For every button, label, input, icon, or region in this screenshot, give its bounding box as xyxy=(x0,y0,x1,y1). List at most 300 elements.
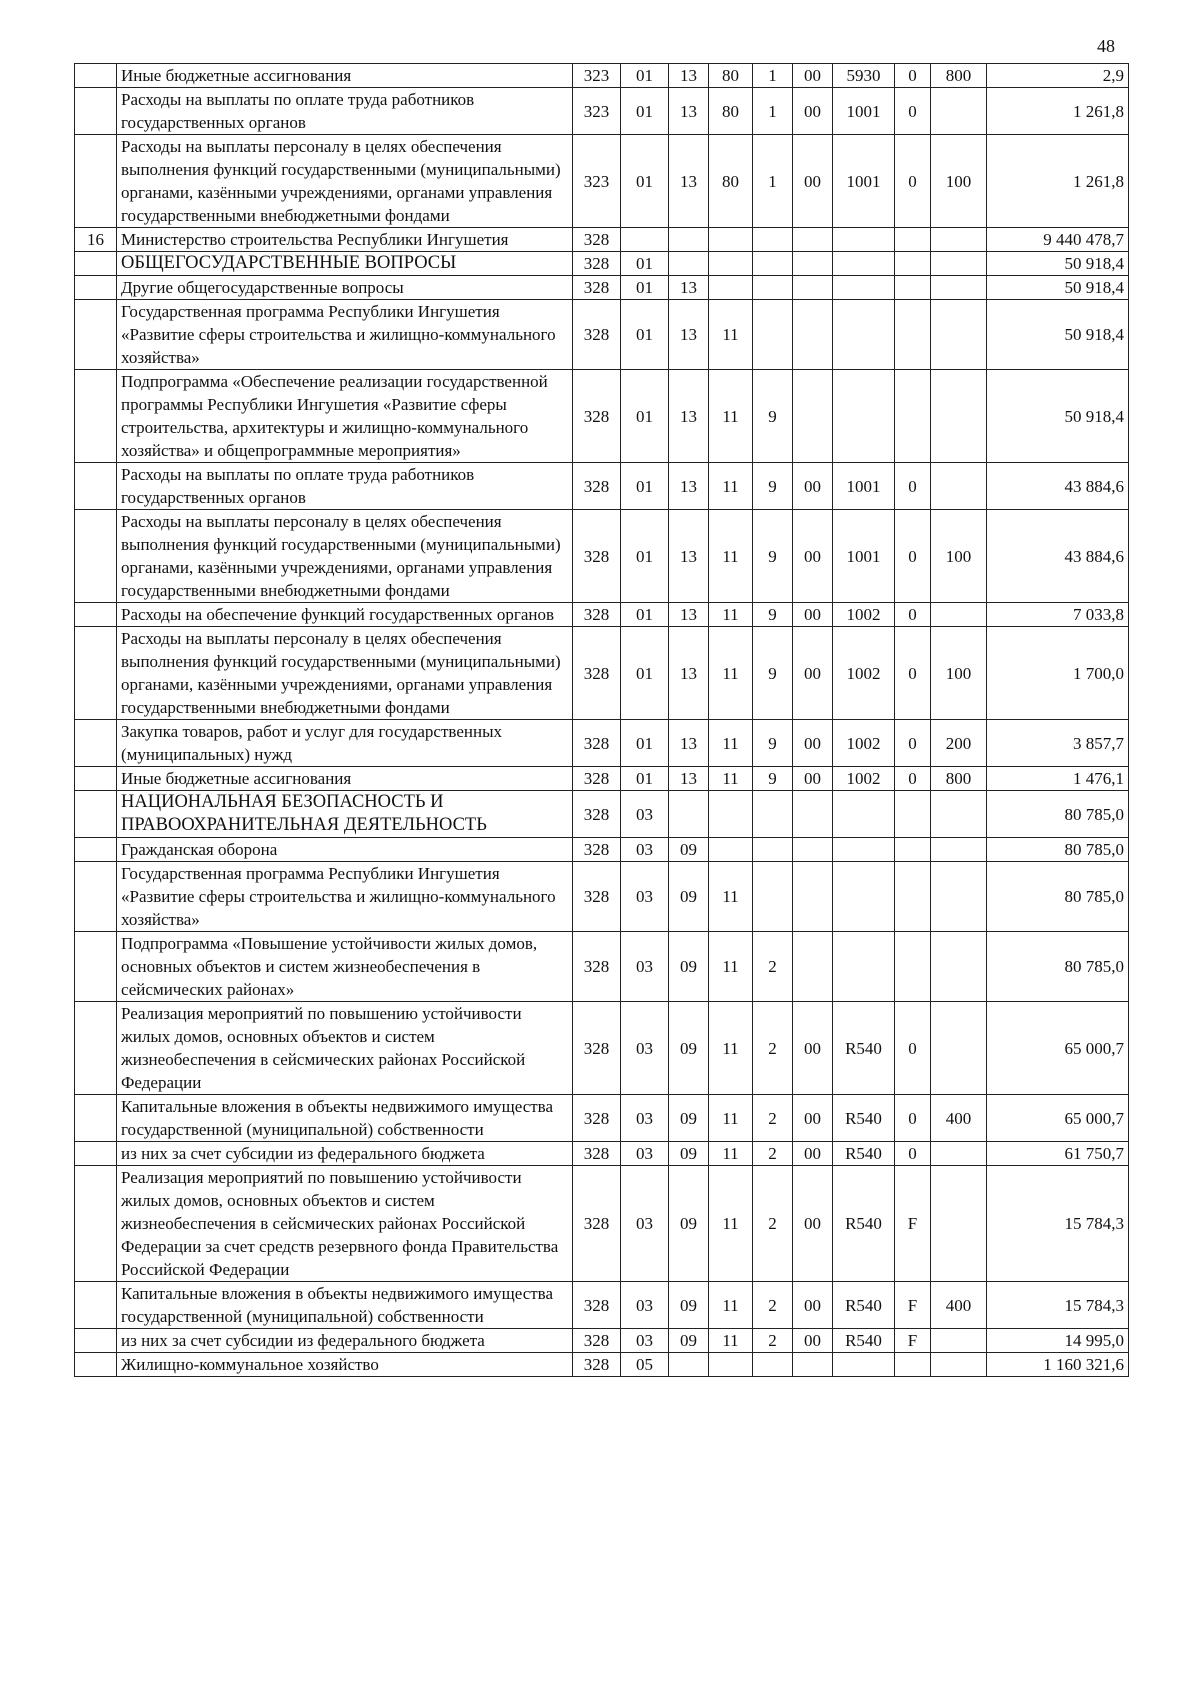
direction-code-cell xyxy=(833,862,895,932)
subsection-code-cell: 13 xyxy=(669,603,709,627)
row-number-cell: 16 xyxy=(75,228,117,252)
grbs-code-cell: 328 xyxy=(573,791,621,838)
subprogram-code-cell: 9 xyxy=(753,370,793,463)
expense-type-cell: 100 xyxy=(931,627,987,720)
amount-cell: 43 884,6 xyxy=(987,510,1129,603)
subprogram-code-cell: 9 xyxy=(753,767,793,791)
program-code-cell: 80 xyxy=(709,64,753,88)
direction-code-cell: 1001 xyxy=(833,88,895,135)
program-code-cell: 11 xyxy=(709,932,753,1002)
table-row xyxy=(75,1166,1129,1282)
section-code-cell: 01 xyxy=(621,88,669,135)
table-row xyxy=(75,838,1129,862)
subprogram-code-cell: 1 xyxy=(753,135,793,228)
program-code-cell: 11 xyxy=(709,510,753,603)
event-code-cell: 00 xyxy=(793,1142,833,1166)
amount-cell: 43 884,6 xyxy=(987,463,1129,510)
program-code-cell: 11 xyxy=(709,1282,753,1329)
section-code-cell: 03 xyxy=(621,1282,669,1329)
subprogram-code-cell xyxy=(753,838,793,862)
grbs-code-cell: 328 xyxy=(573,228,621,252)
target-code-cell: 0 xyxy=(895,510,931,603)
event-code-cell: 00 xyxy=(793,64,833,88)
target-code-cell: 0 xyxy=(895,1142,931,1166)
expense-type-cell xyxy=(931,1002,987,1095)
amount-cell: 1 261,8 xyxy=(987,135,1129,228)
direction-code-cell: 5930 xyxy=(833,64,895,88)
amount-cell: 80 785,0 xyxy=(987,838,1129,862)
amount-cell: 1 160 321,6 xyxy=(987,1353,1129,1377)
target-code-cell: 0 xyxy=(895,135,931,228)
subprogram-code-cell xyxy=(753,300,793,370)
section-code-cell: 01 xyxy=(621,767,669,791)
target-code-cell: 0 xyxy=(895,767,931,791)
subsection-code-cell xyxy=(669,252,709,276)
subsection-code-cell: 09 xyxy=(669,932,709,1002)
item-name-cell: Расходы на обеспечение функций государственных органов xyxy=(117,603,573,627)
target-code-cell xyxy=(895,838,931,862)
event-code-cell: 00 xyxy=(793,1002,833,1095)
event-code-cell: 00 xyxy=(793,510,833,603)
table-body xyxy=(75,64,1129,1377)
target-code-cell xyxy=(895,791,931,838)
row-number-cell xyxy=(75,463,117,510)
target-code-cell: F xyxy=(895,1282,931,1329)
grbs-code-cell: 328 xyxy=(573,932,621,1002)
row-number-cell xyxy=(75,88,117,135)
item-name-cell: ОБЩЕГОСУДАРСТВЕННЫЕ ВОПРОСЫ xyxy=(117,252,573,276)
table-row xyxy=(75,862,1129,932)
target-code-cell: 0 xyxy=(895,1095,931,1142)
table-row xyxy=(75,510,1129,603)
row-number-cell xyxy=(75,276,117,300)
table-row xyxy=(75,88,1129,135)
subprogram-code-cell xyxy=(753,252,793,276)
subsection-code-cell: 13 xyxy=(669,463,709,510)
section-code-cell: 03 xyxy=(621,1166,669,1282)
grbs-code-cell: 328 xyxy=(573,1142,621,1166)
subsection-code-cell: 09 xyxy=(669,1142,709,1166)
table-row xyxy=(75,627,1129,720)
grbs-code-cell: 328 xyxy=(573,276,621,300)
direction-code-cell xyxy=(833,300,895,370)
amount-cell: 9 440 478,7 xyxy=(987,228,1129,252)
event-code-cell xyxy=(793,370,833,463)
target-code-cell xyxy=(895,276,931,300)
program-code-cell: 11 xyxy=(709,300,753,370)
table-row xyxy=(75,252,1129,276)
subsection-code-cell: 13 xyxy=(669,370,709,463)
item-name-cell: Подпрограмма «Обеспечение реализации государственной программы Республики Ингушетия «Развитие сферы строительства, архитектуры и жилищно-коммунального хозяйства» и общепрограммные мероприятия» xyxy=(117,370,573,463)
row-number-cell xyxy=(75,603,117,627)
direction-code-cell xyxy=(833,370,895,463)
subprogram-code-cell: 2 xyxy=(753,1282,793,1329)
grbs-code-cell: 323 xyxy=(573,135,621,228)
section-code-cell: 01 xyxy=(621,510,669,603)
event-code-cell: 00 xyxy=(793,1329,833,1353)
subsection-code-cell: 09 xyxy=(669,1166,709,1282)
item-name-cell: Расходы на выплаты по оплате труда работников государственных органов xyxy=(117,463,573,510)
section-code-cell: 01 xyxy=(621,64,669,88)
program-code-cell: 11 xyxy=(709,603,753,627)
target-code-cell xyxy=(895,932,931,1002)
row-number-cell xyxy=(75,64,117,88)
direction-code-cell: R540 xyxy=(833,1166,895,1282)
subprogram-code-cell: 2 xyxy=(753,1329,793,1353)
expense-type-cell xyxy=(931,370,987,463)
row-number-cell xyxy=(75,767,117,791)
row-number-cell xyxy=(75,1095,117,1142)
target-code-cell xyxy=(895,228,931,252)
section-code-cell: 03 xyxy=(621,1002,669,1095)
amount-cell: 80 785,0 xyxy=(987,791,1129,838)
event-code-cell: 00 xyxy=(793,1095,833,1142)
table-row xyxy=(75,767,1129,791)
table-row xyxy=(75,1002,1129,1095)
subsection-code-cell: 13 xyxy=(669,135,709,228)
subprogram-code-cell xyxy=(753,862,793,932)
amount-cell: 15 784,3 xyxy=(987,1282,1129,1329)
grbs-code-cell: 328 xyxy=(573,1166,621,1282)
event-code-cell: 00 xyxy=(793,88,833,135)
event-code-cell: 00 xyxy=(793,135,833,228)
target-code-cell: 0 xyxy=(895,720,931,767)
table-row xyxy=(75,720,1129,767)
event-code-cell xyxy=(793,791,833,838)
subprogram-code-cell xyxy=(753,791,793,838)
row-number-cell xyxy=(75,252,117,276)
item-name-cell: Расходы на выплаты персоналу в целях обеспечения выполнения функций государственными (муниципальными) органами, казёнными учреждениями, органами управления государственными внебюджетными фондами xyxy=(117,510,573,603)
direction-code-cell: 1002 xyxy=(833,627,895,720)
amount-cell: 1 261,8 xyxy=(987,88,1129,135)
amount-cell: 14 995,0 xyxy=(987,1329,1129,1353)
subsection-code-cell xyxy=(669,1353,709,1377)
expense-type-cell xyxy=(931,862,987,932)
expense-type-cell: 100 xyxy=(931,135,987,228)
grbs-code-cell: 328 xyxy=(573,838,621,862)
amount-cell: 1 476,1 xyxy=(987,767,1129,791)
event-code-cell xyxy=(793,300,833,370)
program-code-cell xyxy=(709,228,753,252)
section-code-cell: 03 xyxy=(621,791,669,838)
program-code-cell: 11 xyxy=(709,1329,753,1353)
grbs-code-cell: 323 xyxy=(573,88,621,135)
item-name-cell: Реализация мероприятий по повышению устойчивости жилых домов, основных объектов и систем жизнеобеспечения в сейсмических районах Российской Федерации xyxy=(117,1002,573,1095)
amount-cell: 3 857,7 xyxy=(987,720,1129,767)
section-code-cell: 03 xyxy=(621,1142,669,1166)
table-row xyxy=(75,791,1129,838)
direction-code-cell xyxy=(833,838,895,862)
row-number-cell xyxy=(75,720,117,767)
expense-type-cell xyxy=(931,300,987,370)
event-code-cell: 00 xyxy=(793,1166,833,1282)
item-name-cell: Министерство строительства Республики Ингушетия xyxy=(117,228,573,252)
grbs-code-cell: 328 xyxy=(573,627,621,720)
section-code-cell: 01 xyxy=(621,276,669,300)
item-name-cell: Капитальные вложения в объекты недвижимого имущества государственной (муниципальной) собственности xyxy=(117,1282,573,1329)
target-code-cell: 0 xyxy=(895,1002,931,1095)
table-row xyxy=(75,1142,1129,1166)
expense-type-cell xyxy=(931,252,987,276)
row-number-cell xyxy=(75,1329,117,1353)
item-name-cell: Гражданская оборона xyxy=(117,838,573,862)
row-number-cell xyxy=(75,1002,117,1095)
direction-code-cell xyxy=(833,228,895,252)
section-code-cell: 03 xyxy=(621,932,669,1002)
table-row xyxy=(75,300,1129,370)
subsection-code-cell: 13 xyxy=(669,627,709,720)
amount-cell: 15 784,3 xyxy=(987,1166,1129,1282)
program-code-cell: 11 xyxy=(709,720,753,767)
amount-cell: 50 918,4 xyxy=(987,370,1129,463)
section-code-cell: 03 xyxy=(621,838,669,862)
subsection-code-cell xyxy=(669,791,709,838)
direction-code-cell xyxy=(833,252,895,276)
subprogram-code-cell: 2 xyxy=(753,932,793,1002)
expense-type-cell: 400 xyxy=(931,1095,987,1142)
target-code-cell: 0 xyxy=(895,463,931,510)
grbs-code-cell: 328 xyxy=(573,603,621,627)
item-name-cell: Закупка товаров, работ и услуг для государственных (муниципальных) нужд xyxy=(117,720,573,767)
amount-cell: 2,9 xyxy=(987,64,1129,88)
expense-type-cell xyxy=(931,1353,987,1377)
direction-code-cell xyxy=(833,1353,895,1377)
expense-type-cell: 800 xyxy=(931,767,987,791)
row-number-cell xyxy=(75,627,117,720)
event-code-cell: 00 xyxy=(793,720,833,767)
amount-cell: 61 750,7 xyxy=(987,1142,1129,1166)
grbs-code-cell: 328 xyxy=(573,1095,621,1142)
table-row xyxy=(75,276,1129,300)
section-code-cell: 03 xyxy=(621,862,669,932)
direction-code-cell: 1002 xyxy=(833,767,895,791)
subprogram-code-cell: 9 xyxy=(753,463,793,510)
section-code-cell: 01 xyxy=(621,463,669,510)
program-code-cell: 11 xyxy=(709,1142,753,1166)
row-number-cell xyxy=(75,1353,117,1377)
direction-code-cell: 1002 xyxy=(833,720,895,767)
section-code-cell: 01 xyxy=(621,603,669,627)
subprogram-code-cell xyxy=(753,1353,793,1377)
row-number-cell xyxy=(75,862,117,932)
item-name-cell: Иные бюджетные ассигнования xyxy=(117,767,573,791)
subsection-code-cell: 09 xyxy=(669,1282,709,1329)
row-number-cell xyxy=(75,510,117,603)
row-number-cell xyxy=(75,1142,117,1166)
item-name-cell: НАЦИОНАЛЬНАЯ БЕЗОПАСНОСТЬ И ПРАВООХРАНИТЕЛЬНАЯ ДЕЯТЕЛЬНОСТЬ xyxy=(117,791,573,838)
expense-type-cell: 800 xyxy=(931,64,987,88)
subprogram-code-cell: 9 xyxy=(753,627,793,720)
item-name-cell: Другие общегосударственные вопросы xyxy=(117,276,573,300)
expense-type-cell xyxy=(931,603,987,627)
subsection-code-cell: 09 xyxy=(669,1095,709,1142)
grbs-code-cell: 328 xyxy=(573,1353,621,1377)
section-code-cell: 01 xyxy=(621,252,669,276)
event-code-cell xyxy=(793,252,833,276)
subsection-code-cell: 09 xyxy=(669,1329,709,1353)
subprogram-code-cell: 2 xyxy=(753,1095,793,1142)
grbs-code-cell: 328 xyxy=(573,1282,621,1329)
target-code-cell: 0 xyxy=(895,88,931,135)
expense-type-cell xyxy=(931,1166,987,1282)
item-name-cell: из них за счет субсидии из федерального бюджета xyxy=(117,1142,573,1166)
grbs-code-cell: 328 xyxy=(573,862,621,932)
subprogram-code-cell: 1 xyxy=(753,64,793,88)
program-code-cell xyxy=(709,791,753,838)
table-row xyxy=(75,1282,1129,1329)
event-code-cell: 00 xyxy=(793,767,833,791)
amount-cell: 50 918,4 xyxy=(987,276,1129,300)
expense-type-cell: 400 xyxy=(931,1282,987,1329)
item-name-cell: из них за счет субсидии из федерального бюджета xyxy=(117,1329,573,1353)
subsection-code-cell: 09 xyxy=(669,862,709,932)
item-name-cell: Капитальные вложения в объекты недвижимого имущества государственной (муниципальной) собственности xyxy=(117,1095,573,1142)
section-code-cell: 05 xyxy=(621,1353,669,1377)
program-code-cell: 11 xyxy=(709,1002,753,1095)
subprogram-code-cell xyxy=(753,228,793,252)
expense-type-cell xyxy=(931,228,987,252)
table-row xyxy=(75,932,1129,1002)
direction-code-cell xyxy=(833,276,895,300)
subsection-code-cell: 09 xyxy=(669,1002,709,1095)
item-name-cell: Реализация мероприятий по повышению устойчивости жилых домов, основных объектов и систем жизнеобеспечения в сейсмических районах Российской Федерации за счет средств резервного фонда Правительства Российской Федерации xyxy=(117,1166,573,1282)
target-code-cell: 0 xyxy=(895,627,931,720)
subsection-code-cell: 13 xyxy=(669,88,709,135)
table-row xyxy=(75,603,1129,627)
program-code-cell: 80 xyxy=(709,88,753,135)
row-number-cell xyxy=(75,370,117,463)
item-name-cell: Подпрограмма «Повышение устойчивости жилых домов, основных объектов и систем жизнеобеспечения в сейсмических районах» xyxy=(117,932,573,1002)
grbs-code-cell: 328 xyxy=(573,1329,621,1353)
subprogram-code-cell: 2 xyxy=(753,1166,793,1282)
amount-cell: 65 000,7 xyxy=(987,1095,1129,1142)
direction-code-cell: 1001 xyxy=(833,510,895,603)
section-code-cell: 01 xyxy=(621,300,669,370)
item-name-cell: Расходы на выплаты персоналу в целях обеспечения выполнения функций государственными (муниципальными) органами, казёнными учреждениями, органами управления государственными внебюджетными фондами xyxy=(117,627,573,720)
direction-code-cell: R540 xyxy=(833,1282,895,1329)
item-name-cell: Жилищно-коммунальное хозяйство xyxy=(117,1353,573,1377)
direction-code-cell: 1001 xyxy=(833,135,895,228)
direction-code-cell: 1002 xyxy=(833,603,895,627)
amount-cell: 80 785,0 xyxy=(987,862,1129,932)
expense-type-cell xyxy=(931,791,987,838)
subsection-code-cell: 13 xyxy=(669,276,709,300)
table-row xyxy=(75,370,1129,463)
event-code-cell: 00 xyxy=(793,463,833,510)
amount-cell: 50 918,4 xyxy=(987,300,1129,370)
target-code-cell: F xyxy=(895,1166,931,1282)
amount-cell: 1 700,0 xyxy=(987,627,1129,720)
subprogram-code-cell: 9 xyxy=(753,510,793,603)
event-code-cell: 00 xyxy=(793,603,833,627)
table-row xyxy=(75,228,1129,252)
event-code-cell xyxy=(793,228,833,252)
amount-cell: 7 033,8 xyxy=(987,603,1129,627)
grbs-code-cell: 328 xyxy=(573,300,621,370)
row-number-cell xyxy=(75,300,117,370)
expense-type-cell xyxy=(931,838,987,862)
grbs-code-cell: 328 xyxy=(573,463,621,510)
program-code-cell: 11 xyxy=(709,627,753,720)
direction-code-cell: R540 xyxy=(833,1329,895,1353)
budget-table xyxy=(74,63,1129,1377)
subsection-code-cell: 13 xyxy=(669,510,709,603)
program-code-cell: 80 xyxy=(709,135,753,228)
expense-type-cell xyxy=(931,463,987,510)
expense-type-cell xyxy=(931,1329,987,1353)
grbs-code-cell: 328 xyxy=(573,370,621,463)
section-code-cell: 01 xyxy=(621,720,669,767)
table-row xyxy=(75,463,1129,510)
grbs-code-cell: 328 xyxy=(573,510,621,603)
program-code-cell xyxy=(709,1353,753,1377)
target-code-cell xyxy=(895,370,931,463)
subsection-code-cell: 13 xyxy=(669,300,709,370)
event-code-cell: 00 xyxy=(793,627,833,720)
item-name-cell: Расходы на выплаты по оплате труда работников государственных органов xyxy=(117,88,573,135)
program-code-cell: 11 xyxy=(709,1095,753,1142)
expense-type-cell xyxy=(931,276,987,300)
event-code-cell xyxy=(793,932,833,1002)
direction-code-cell xyxy=(833,932,895,1002)
section-code-cell: 03 xyxy=(621,1095,669,1142)
row-number-cell xyxy=(75,1166,117,1282)
program-code-cell xyxy=(709,838,753,862)
subprogram-code-cell: 9 xyxy=(753,720,793,767)
direction-code-cell: 1001 xyxy=(833,463,895,510)
section-code-cell: 03 xyxy=(621,1329,669,1353)
expense-type-cell: 100 xyxy=(931,510,987,603)
program-code-cell: 11 xyxy=(709,862,753,932)
direction-code-cell: R540 xyxy=(833,1095,895,1142)
section-code-cell xyxy=(621,228,669,252)
target-code-cell xyxy=(895,1353,931,1377)
amount-cell: 80 785,0 xyxy=(987,932,1129,1002)
table-row xyxy=(75,1329,1129,1353)
subsection-code-cell: 09 xyxy=(669,838,709,862)
program-code-cell xyxy=(709,276,753,300)
subsection-code-cell xyxy=(669,228,709,252)
subprogram-code-cell: 9 xyxy=(753,603,793,627)
row-number-cell xyxy=(75,932,117,1002)
event-code-cell xyxy=(793,276,833,300)
grbs-code-cell: 323 xyxy=(573,64,621,88)
page-number: 48 xyxy=(1097,36,1115,56)
row-number-cell xyxy=(75,135,117,228)
section-code-cell: 01 xyxy=(621,370,669,463)
target-code-cell xyxy=(895,862,931,932)
table-row xyxy=(75,1095,1129,1142)
item-name-cell: Иные бюджетные ассигнования xyxy=(117,64,573,88)
subprogram-code-cell xyxy=(753,276,793,300)
expense-type-cell xyxy=(931,932,987,1002)
program-code-cell: 11 xyxy=(709,463,753,510)
section-code-cell: 01 xyxy=(621,627,669,720)
row-number-cell xyxy=(75,791,117,838)
event-code-cell xyxy=(793,1353,833,1377)
event-code-cell xyxy=(793,838,833,862)
direction-code-cell: R540 xyxy=(833,1002,895,1095)
row-number-cell xyxy=(75,1282,117,1329)
table-row xyxy=(75,1353,1129,1377)
program-code-cell: 11 xyxy=(709,767,753,791)
table-row xyxy=(75,135,1129,228)
table-row xyxy=(75,64,1129,88)
expense-type-cell xyxy=(931,1142,987,1166)
target-code-cell: 0 xyxy=(895,603,931,627)
item-name-cell: Государственная программа Республики Ингушетия «Развитие сферы строительства и жилищно-коммунального хозяйства» xyxy=(117,300,573,370)
subprogram-code-cell: 1 xyxy=(753,88,793,135)
